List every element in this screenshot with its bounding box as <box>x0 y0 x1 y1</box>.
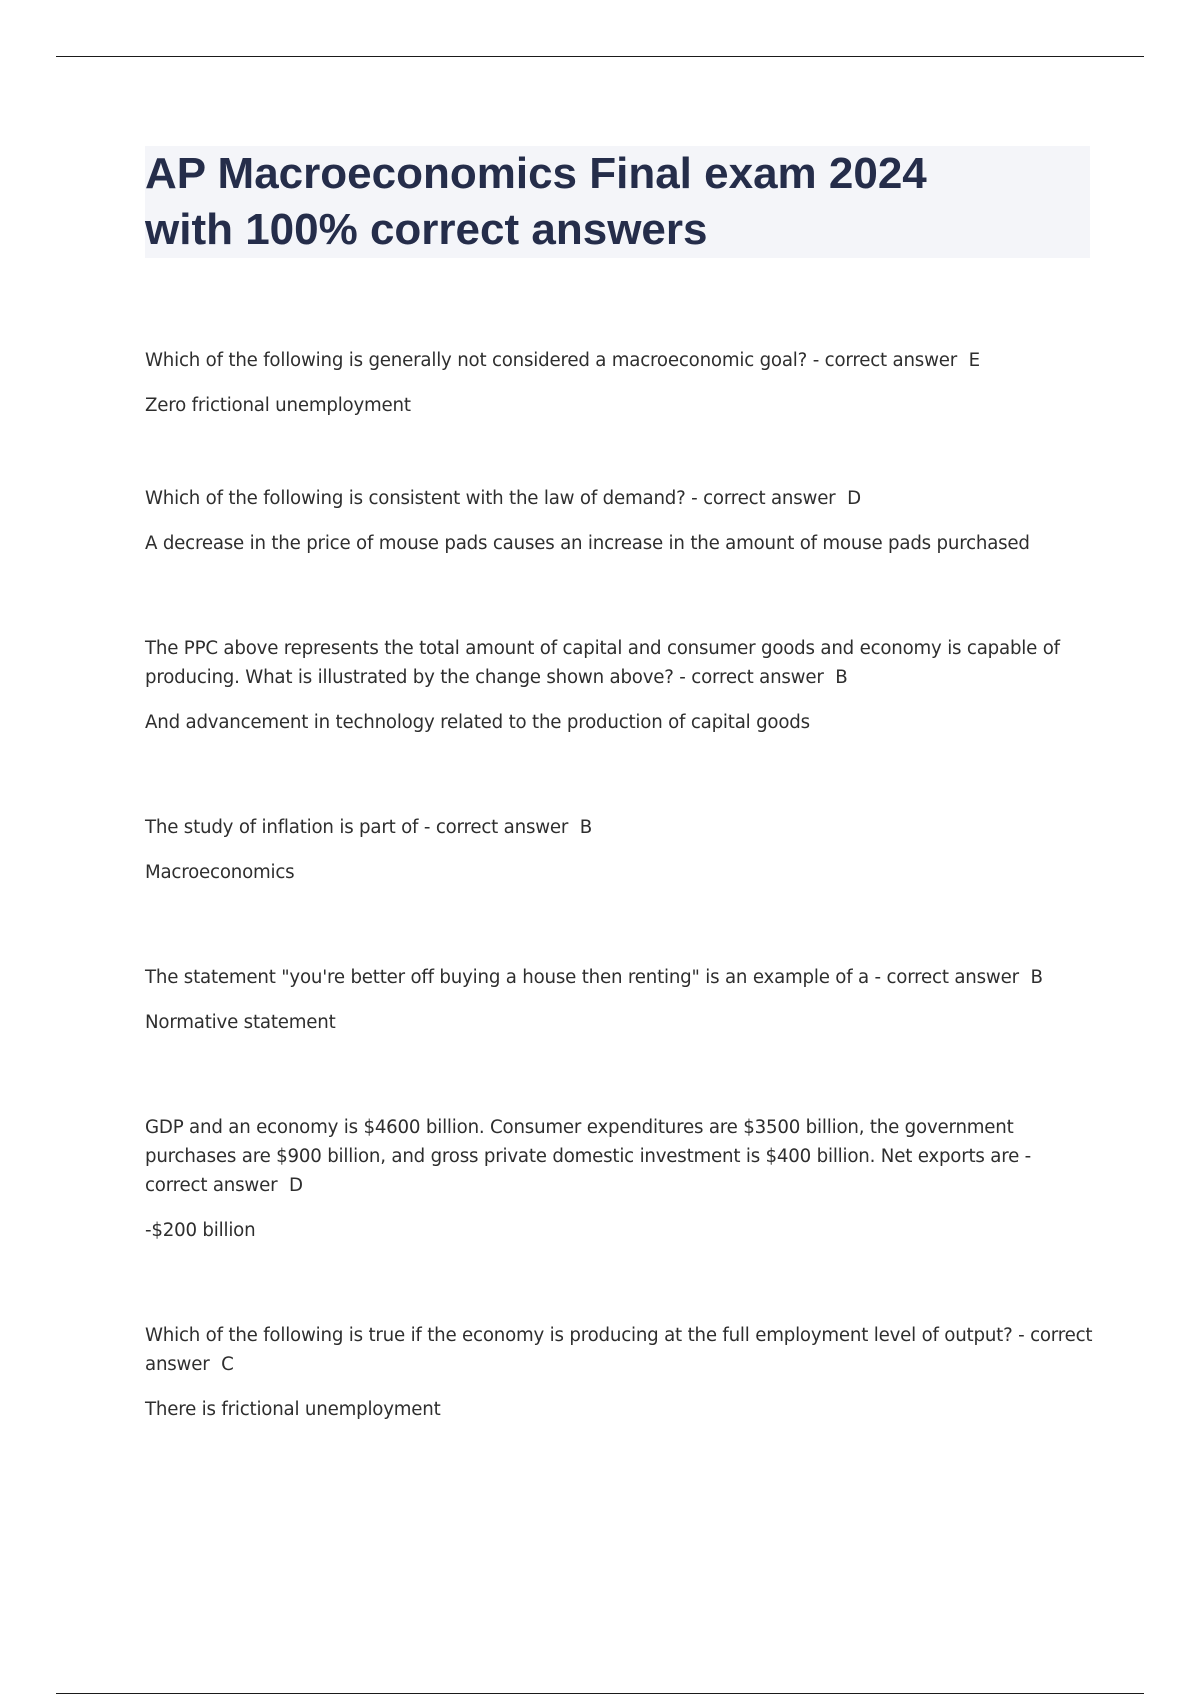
answer-letter: C <box>221 1354 234 1375</box>
answer-letter: E <box>968 350 980 371</box>
question-text <box>145 1321 1095 1379</box>
question-text <box>145 813 1095 842</box>
question-body: GDP and an economy is $4600 billion. Consumer expenditures are $3500 billion, the government purchases are $900 billion, and gross private domestic investment is $400 billion. Net exports are - <box>145 1117 1032 1167</box>
answer-text: -$200 billion <box>145 1220 256 1241</box>
header-rule <box>56 56 1144 57</box>
question-body: The PPC above represents the total amount of capital and consumer goods and economy is capable of producing. What is illustrated by the change shown above? - <box>145 638 1060 688</box>
title-block <box>145 146 1090 258</box>
qa-item <box>145 634 1095 737</box>
answer-label: correct answer <box>145 1325 1093 1375</box>
question-text <box>145 484 1095 513</box>
answer-text: And advancement in technology related to the production of capital goods <box>145 712 810 733</box>
qa-list <box>145 346 1095 1424</box>
qa-item <box>145 1113 1095 1245</box>
answer-letter: D <box>288 1175 303 1196</box>
document-title: AP Macroeconomics Final exam 2024 with 100% correct answers <box>145 149 927 254</box>
answer-letter: B <box>835 667 848 688</box>
question-body: The study of inflation is part of - <box>145 817 431 838</box>
answer-label: correct answer <box>691 667 824 688</box>
answer-text: Zero frictional unemployment <box>145 395 411 416</box>
answer-text: Macroeconomics <box>145 862 295 883</box>
answer-label: correct answer <box>703 488 836 509</box>
qa-item <box>145 963 1095 1037</box>
answer-letter: B <box>1030 967 1043 988</box>
answer-letter: B <box>579 817 593 838</box>
qa-item <box>145 813 1095 887</box>
question-text <box>145 634 1095 692</box>
question-body: Which of the following is generally not considered a macroeconomic goal? - <box>145 350 820 371</box>
question-text <box>145 1113 1095 1200</box>
question-text <box>145 346 1095 375</box>
answer-text: A decrease in the price of mouse pads causes an increase in the amount of mouse pads purchased <box>145 533 1030 554</box>
qa-item <box>145 1321 1095 1424</box>
answer-label: correct answer <box>435 817 569 838</box>
answer-text: Normative statement <box>145 1012 336 1033</box>
answer-text: There is frictional unemployment <box>145 1399 441 1420</box>
question-text <box>145 963 1095 992</box>
question-body: The statement "you're better off buying a house then renting" is an example of a - <box>145 967 881 988</box>
question-body: Which of the following is consistent with the law of demand? - <box>145 488 698 509</box>
question-body: Which of the following is true if the economy is producing at the full employment level of output? - <box>145 1325 1025 1346</box>
qa-item <box>145 484 1095 558</box>
answer-label: correct answer <box>824 350 958 371</box>
answer-letter: D <box>847 488 861 509</box>
qa-item <box>145 346 1095 416</box>
answer-label: correct answer <box>886 967 1019 988</box>
answer-label: correct answer <box>145 1175 278 1196</box>
footer-rule <box>56 1693 1144 1694</box>
